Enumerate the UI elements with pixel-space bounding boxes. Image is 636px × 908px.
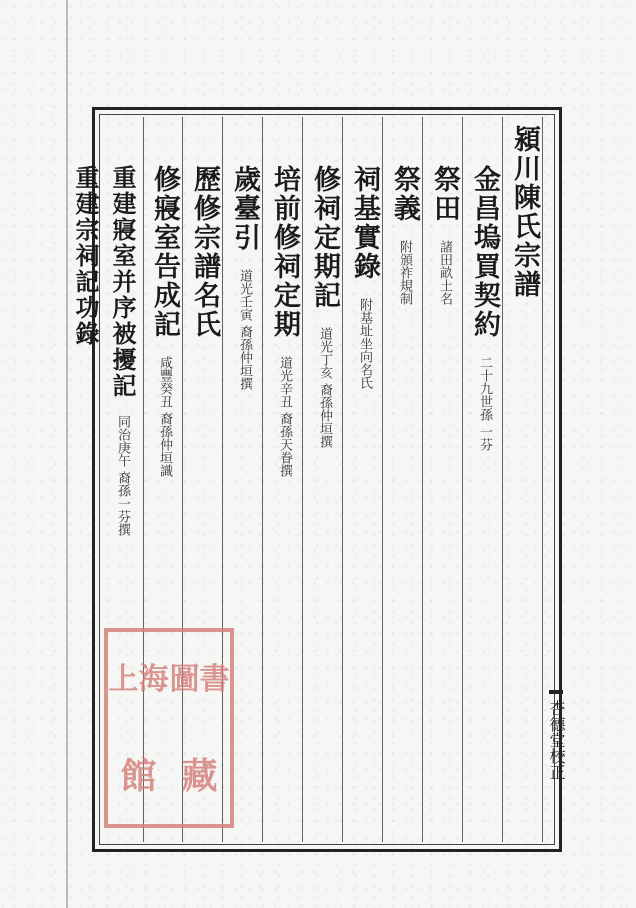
toc-entry-column	[109, 165, 136, 537]
toc-entry-column	[72, 165, 99, 347]
toc-entry-title: 重建宗祠記功錄	[71, 165, 100, 347]
page-fold-line	[66, 0, 68, 908]
toc-entry-note: 附基址坐向名氏	[357, 298, 372, 390]
column-rule	[302, 117, 303, 842]
toc-entry-title: 歷修宗譜名氏	[189, 165, 220, 339]
toc-entry-note: 附頒祚規制	[397, 240, 412, 306]
column-rule	[462, 117, 463, 842]
toc-entry-note: 同治庚午 裔孫一芬撰	[115, 415, 130, 537]
toc-entry-column	[469, 165, 499, 452]
toc-entry-title: 祭義	[389, 165, 420, 223]
seal-glyph: 藏	[181, 755, 218, 797]
book-title-column	[509, 125, 539, 299]
seal-glyph: 上海	[108, 662, 169, 697]
toc-entry-note: 諸田畝土名	[437, 240, 452, 306]
toc-entry-note: 咸豐癸丑 裔孫仲垣識	[157, 356, 172, 478]
toc-entry-title: 修寢室告成記	[149, 165, 180, 339]
seal-glyph: 圖書	[169, 662, 230, 697]
column-rule	[422, 117, 423, 842]
toc-entry-title: 修祠定期記	[309, 165, 340, 310]
column-rule	[542, 117, 543, 842]
margin-text: 杏德堂校正	[547, 700, 566, 780]
toc-entry-title: 金昌塢買契約	[469, 165, 500, 339]
toc-entry-title: 祠基實錄	[349, 165, 380, 281]
toc-entry-note: 道光丁亥 裔孫仲垣撰	[317, 327, 332, 449]
column-rule	[502, 117, 503, 842]
toc-entry-column	[189, 165, 219, 339]
toc-entry-title: 培前修祠定期	[269, 165, 300, 339]
column-rule	[382, 117, 383, 842]
book-title: 潁川陳氏宗譜	[509, 125, 540, 299]
seal-glyph: 館	[120, 755, 157, 797]
toc-entry-column	[149, 165, 179, 478]
toc-entry-column	[349, 165, 379, 389]
fold-mark	[549, 690, 563, 694]
toc-entry-title: 歲臺引	[229, 165, 260, 252]
column-rule	[342, 117, 343, 842]
toc-entry-note: 二十九世孫 一芬	[477, 356, 492, 452]
library-seal-stamp	[104, 628, 234, 828]
toc-entry-title: 重建寢室并序被擾記	[108, 165, 137, 399]
toc-entry-title: 祭田	[429, 165, 460, 223]
column-rule	[262, 117, 263, 842]
toc-entry-column	[429, 165, 459, 305]
toc-entry-note: 道光壬寅 裔孫仲垣撰	[237, 269, 252, 391]
toc-entry-column	[389, 165, 419, 305]
toc-entry-column	[269, 165, 299, 478]
toc-entry-note: 道光辛丑 裔孫天眷撰	[277, 356, 292, 478]
toc-entry-column	[309, 165, 339, 449]
toc-entry-column	[229, 165, 259, 391]
